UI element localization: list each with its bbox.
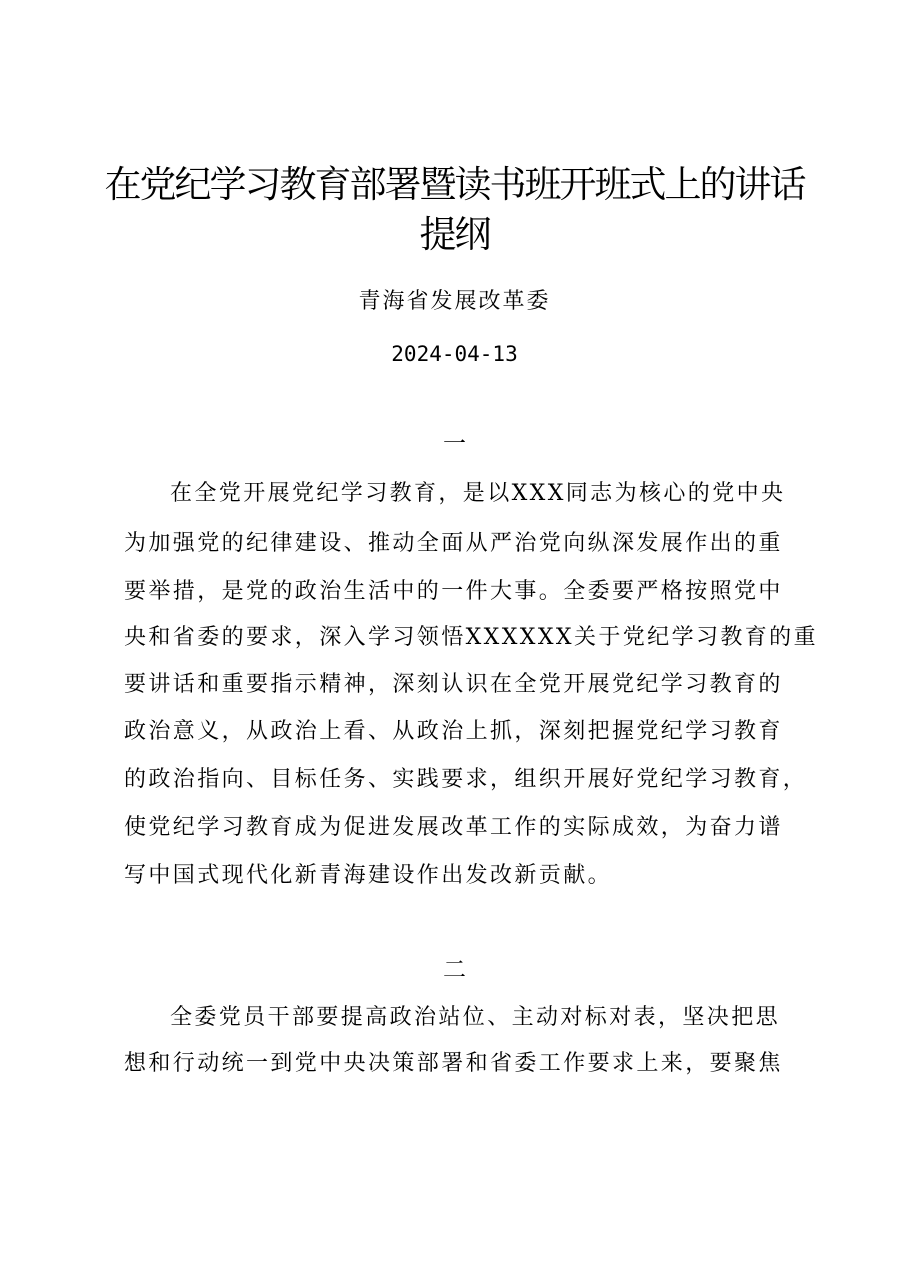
paragraph-line: 使党纪学习教育成为促进发展改革工作的实际成效，为奋力谱	[124, 815, 783, 840]
paragraph-line: 为加强党的纪律建设、推动全面从严治党向纵深发展作出的重	[124, 531, 783, 556]
section-heading-1: 一	[443, 431, 466, 457]
paragraph-line: 想和行动统一到党中央决策部署和省委工作要求上来，要聚焦	[124, 1051, 783, 1076]
paragraph-line: 要举措，是党的政治生活中的一件大事。全委要严格按照党中	[124, 579, 783, 604]
document-title: 在党纪学习教育部署暨读书班开班式上的讲话	[104, 163, 805, 206]
paragraph-line: 全委党员干部要提高政治站位、主动对标对表，坚决把思	[170, 1005, 781, 1030]
paragraph-line: 政治意义，从政治上看、从政治上抓，深刻把握党纪学习教育	[124, 719, 783, 744]
paragraph-line: 写中国式现代化新青海建设作出发改新贡献。	[124, 863, 613, 888]
paragraph-line: 央和省委的要求，深入学习领悟XXXXXX关于党纪学习教育的重	[124, 625, 818, 650]
paragraph-line: 要讲话和重要指示精神，深刻认识在全党开展党纪学习教育的	[124, 672, 783, 697]
paragraph-line: 的政治指向、目标任务、实践要求，组织开展好党纪学习教育，	[124, 767, 808, 792]
paragraph-line: 在全党开展党纪学习教育，是以XXX同志为核心的党中央	[170, 481, 786, 506]
document-date: 2024-04-13	[391, 342, 518, 366]
section-heading-2: 二	[443, 957, 466, 983]
document-title-continued: 提纲	[419, 213, 490, 256]
organization-name: 青海省发展改革委	[358, 289, 551, 314]
